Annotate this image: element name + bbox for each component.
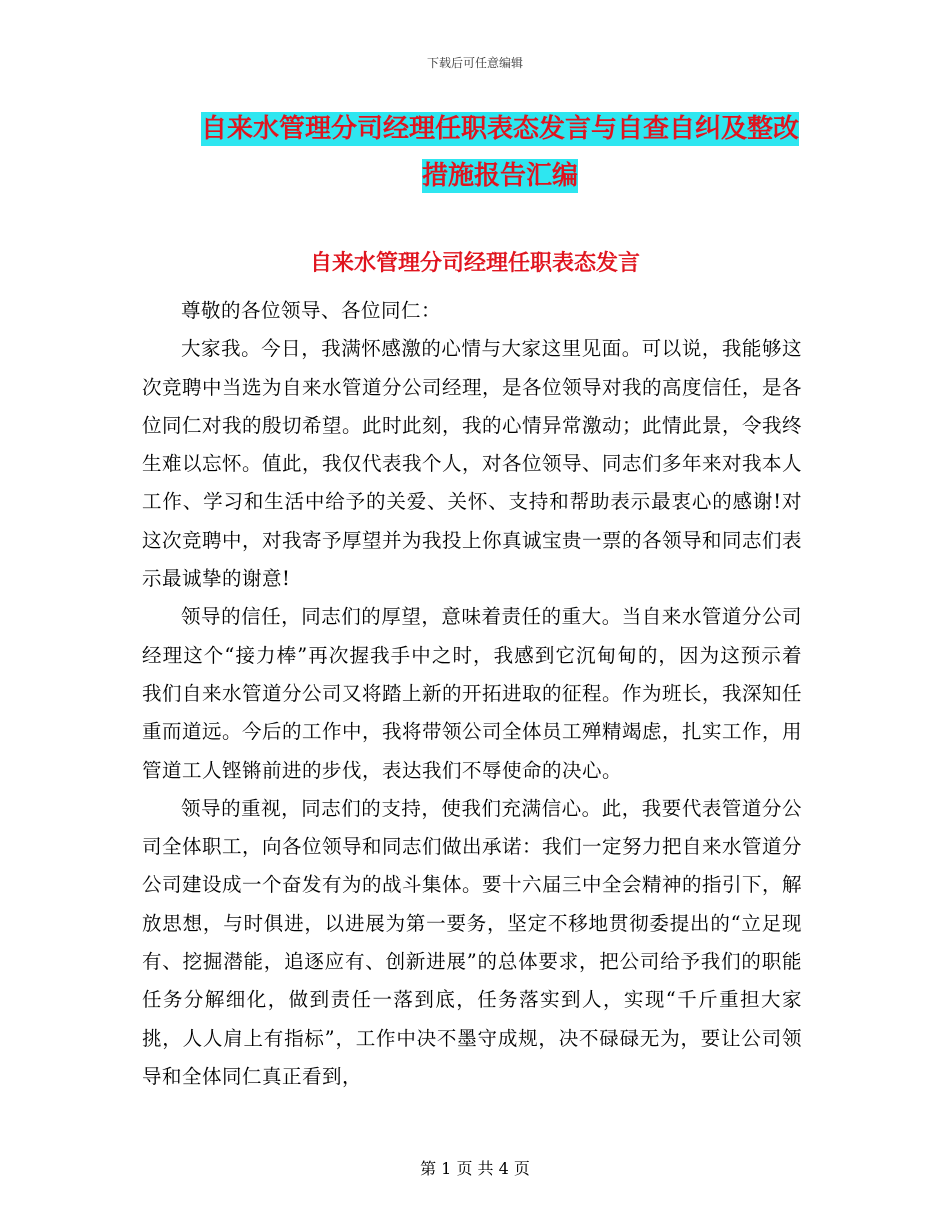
paragraph-2: 领导的信任，同志们的厚望，意味着责任的重大。当自来水管道分公司经理这个“接力棒”再次握我手中之时，我感到它沉甸甸的，因为这预示着我们自来水管道分公司又将踏上新的开拓进取的征程。作为班长，我深知任重而道远。今后的工作中，我将带领公司全体员工殚精竭虑，扎实工作，用管道工人铿锵前进的步伐，表达我们不辱使命的决心。	[142, 605, 803, 782]
document-title	[140, 106, 860, 200]
paragraph-1: 大家我。今日，我满怀感激的心情与大家这里见面。可以说，我能够这次竞聘中当选为自来水管道分公司经理，是各位领导对我的高度信任，是各位同仁对我的殷切希望。此时此刻，我的心情异常激动；此情此景，令我终生难以忘怀。值此，我仅代表我个人，对各位领导、同志们多年来对我本人工作、学习和生活中给予的关爱、关怀、支持和帮助表示最衷心的感谢!对这次竞聘中，对我寄予厚望并为我投上你真诚宝贵一票的各领导和同志们表示最诚挚的谢意!	[142, 337, 803, 591]
title-line-2: 措施报告汇编	[421, 161, 578, 191]
title-line-1: 自来水管理分司经理任职表态发言与自查自纠及整改	[200, 114, 799, 144]
salutation: 尊敬的各位领导、各位同仁：	[181, 299, 442, 322]
paragraph-3: 领导的重视，同志们的支持，使我们充满信心。此，我要代表管道分公司全体职工，向各位领导和同志们做出承诺：我们一定努力把自来水管道分公司建设成一个奋发有为的战斗集体。要十六届三中全会精神的指引下，解放思想，与时俱进，以进展为第一要务，坚定不移地贯彻委提出的“立足现有、挖掘潜能，追逐应有、创新进展”的总体要求，把公司给予我们的职能任务分解细化，做到责任一落到底，任务落实到人，实现“千斤重担大家挑，人人肩上有指标”，工作中决不墨守成规，决不碌碌无为，要让公司领导和全体同仁真正看到，	[142, 796, 803, 1088]
header-note: 下载后可任意编辑	[426, 56, 523, 70]
section-title: 自来水管理分司经理任职表态发言	[309, 251, 640, 276]
document-body	[142, 292, 802, 1096]
page-footer: 第 1 页 共 4 页	[420, 1159, 530, 1178]
